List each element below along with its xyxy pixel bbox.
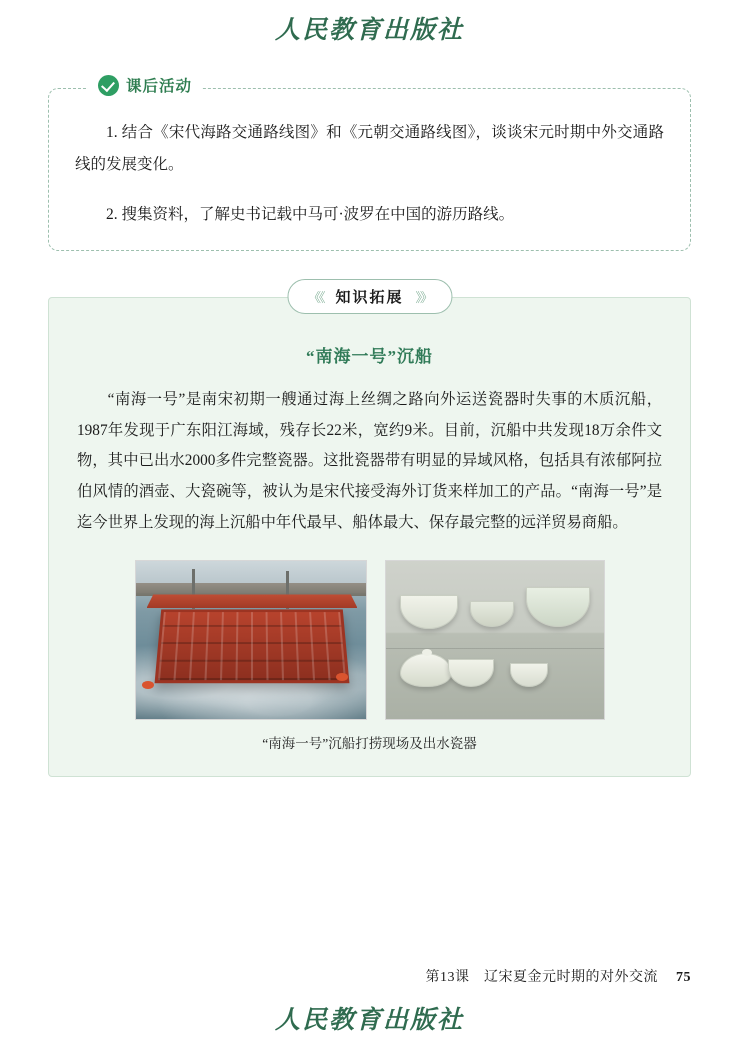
check-circle-icon	[98, 75, 119, 96]
activity-box	[48, 88, 691, 251]
activity-title	[88, 74, 202, 96]
knowledge-extension-section	[48, 290, 691, 777]
display-background	[386, 561, 604, 719]
buoy-left	[142, 681, 154, 689]
activity-item-2: 2. 搜集资料，了解史书记载中马可·波罗在中国的游历路线。	[106, 205, 515, 223]
after-class-activity-section	[48, 78, 691, 251]
activity-title-label: 课后活动	[126, 78, 193, 95]
page-footer	[426, 966, 692, 986]
extension-header	[287, 279, 452, 314]
extension-paragraph: “南海一号”是南宋初期一艘通过海上丝绸之路向外运送瓷器时失事的木质沉船，1987年发现于广东阳江海域，残存长22米，宽约9米。目前，沉船中共发现18万余件文物，其中已出水2000多件完整瓷器。这批瓷器带有明显的异域风格，包括具有浓郁阿拉伯风情的酒壶、大瓷碗等，被认为是宋代接受海外订货来样加工的产品。“南海一号”是迄今世界上发现的海上沉船中年代最早、船体最大、保存最完整的远洋贸易商船。	[77, 391, 662, 531]
salvage-photo	[135, 560, 367, 720]
activity-item-1: 1. 结合《宋代海路交通路线图》和《元朝交通路线图》，谈谈宋元时期中外交通路线的发展变化。	[75, 124, 664, 173]
page-number: 75	[676, 970, 691, 985]
ceramic-pot	[400, 653, 452, 687]
chevron-left-icon: 《《	[307, 290, 324, 306]
chevron-right-icon: 》》	[415, 290, 432, 306]
salvage-caisson	[154, 610, 349, 684]
display-shelf-line	[386, 648, 604, 649]
caisson-top	[146, 595, 357, 609]
caisson-bars	[157, 612, 345, 680]
figure-row	[77, 560, 662, 720]
buoy-right	[336, 673, 348, 681]
publisher-logo-top: 人民教育出版社	[274, 17, 464, 44]
ceramics-photo	[385, 560, 605, 720]
figure-caption: “南海一号”沉船打捞现场及出水瓷器	[262, 736, 477, 752]
publisher-logo-bottom: 人民教育出版社	[274, 1007, 464, 1034]
extension-header-label: 知识拓展	[335, 290, 404, 307]
footer-lesson-title: 第13课 辽宋夏金元时期的对外交流	[425, 970, 658, 985]
extension-title: “南海一号”沉船	[306, 347, 433, 367]
extension-box	[48, 297, 691, 777]
